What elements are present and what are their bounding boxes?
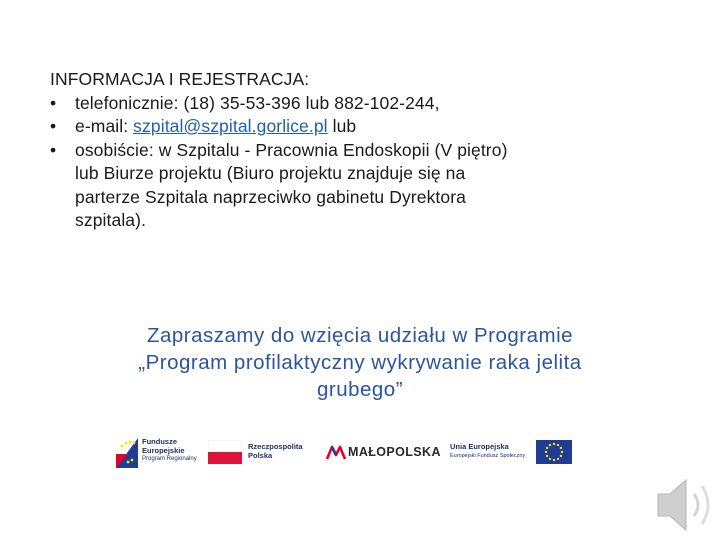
fe-line-1: Fundusze	[142, 437, 177, 446]
logo-rzeczpospolita-polska	[208, 432, 318, 472]
fe-line-3: Program Regionalny	[142, 456, 197, 462]
invitation-line-3: grubego”	[316, 378, 404, 401]
contact-in-person	[50, 139, 690, 233]
funding-logos-bar	[112, 432, 592, 472]
logo-unia-europejska	[450, 432, 572, 472]
in-person-line-3: parterze Szpitala naprzeciwko gabinetu Dyrektora	[75, 186, 466, 207]
registration-info	[50, 68, 690, 233]
logo-malopolska	[324, 432, 444, 472]
in-person-line-4: szpitala).	[75, 210, 147, 230]
eu-line-2: Europejski Fundusz Społeczny	[450, 452, 526, 459]
rp-line-2: Polska	[248, 450, 273, 460]
bullet: •	[50, 92, 57, 113]
fe-line-2: Europejskie	[142, 445, 185, 455]
contact-email	[50, 115, 690, 139]
eu-line-1: Unia Europejska	[450, 442, 509, 451]
eu-flag-icon	[536, 440, 572, 464]
invitation-text	[60, 322, 660, 403]
poland-flag-icon	[208, 440, 242, 464]
invitation-line-2: „Program profilaktyczny wykrywanie raka jelita	[138, 351, 582, 374]
contact-phone	[50, 92, 690, 116]
email-prefix: e-mail:	[75, 116, 134, 136]
malopolska-label: MAŁOPOLSKA	[348, 445, 441, 459]
invitation-line-1: Zapraszamy do wzięcia udziału w Programie	[146, 324, 574, 347]
speaker-icon[interactable]	[650, 470, 720, 540]
email-link[interactable]: szpital@szpital.gorlice.pl	[133, 116, 328, 136]
fe-mark-icon	[114, 434, 140, 470]
phone-text: telefonicznie: (18) 35-53-396 lub 882-102-244,	[75, 92, 440, 113]
in-person-line-2: lub Biurze projektu (Biuro projektu znajduje się na	[75, 163, 466, 183]
in-person-line-1: osobiście: w Szpitalu - Pracownia Endoskopii (V piętro)	[75, 139, 508, 160]
logo-fundusze-europejskie	[112, 432, 202, 472]
malopolska-mark-icon	[326, 444, 346, 460]
info-heading: INFORMACJA I REJESTRACJA:	[50, 69, 310, 89]
bullet: •	[50, 116, 57, 136]
rp-line-1: Rzeczpospolita	[248, 442, 303, 451]
bullet: •	[50, 139, 57, 160]
contact-list	[50, 92, 690, 233]
email-suffix: lub	[327, 116, 357, 136]
